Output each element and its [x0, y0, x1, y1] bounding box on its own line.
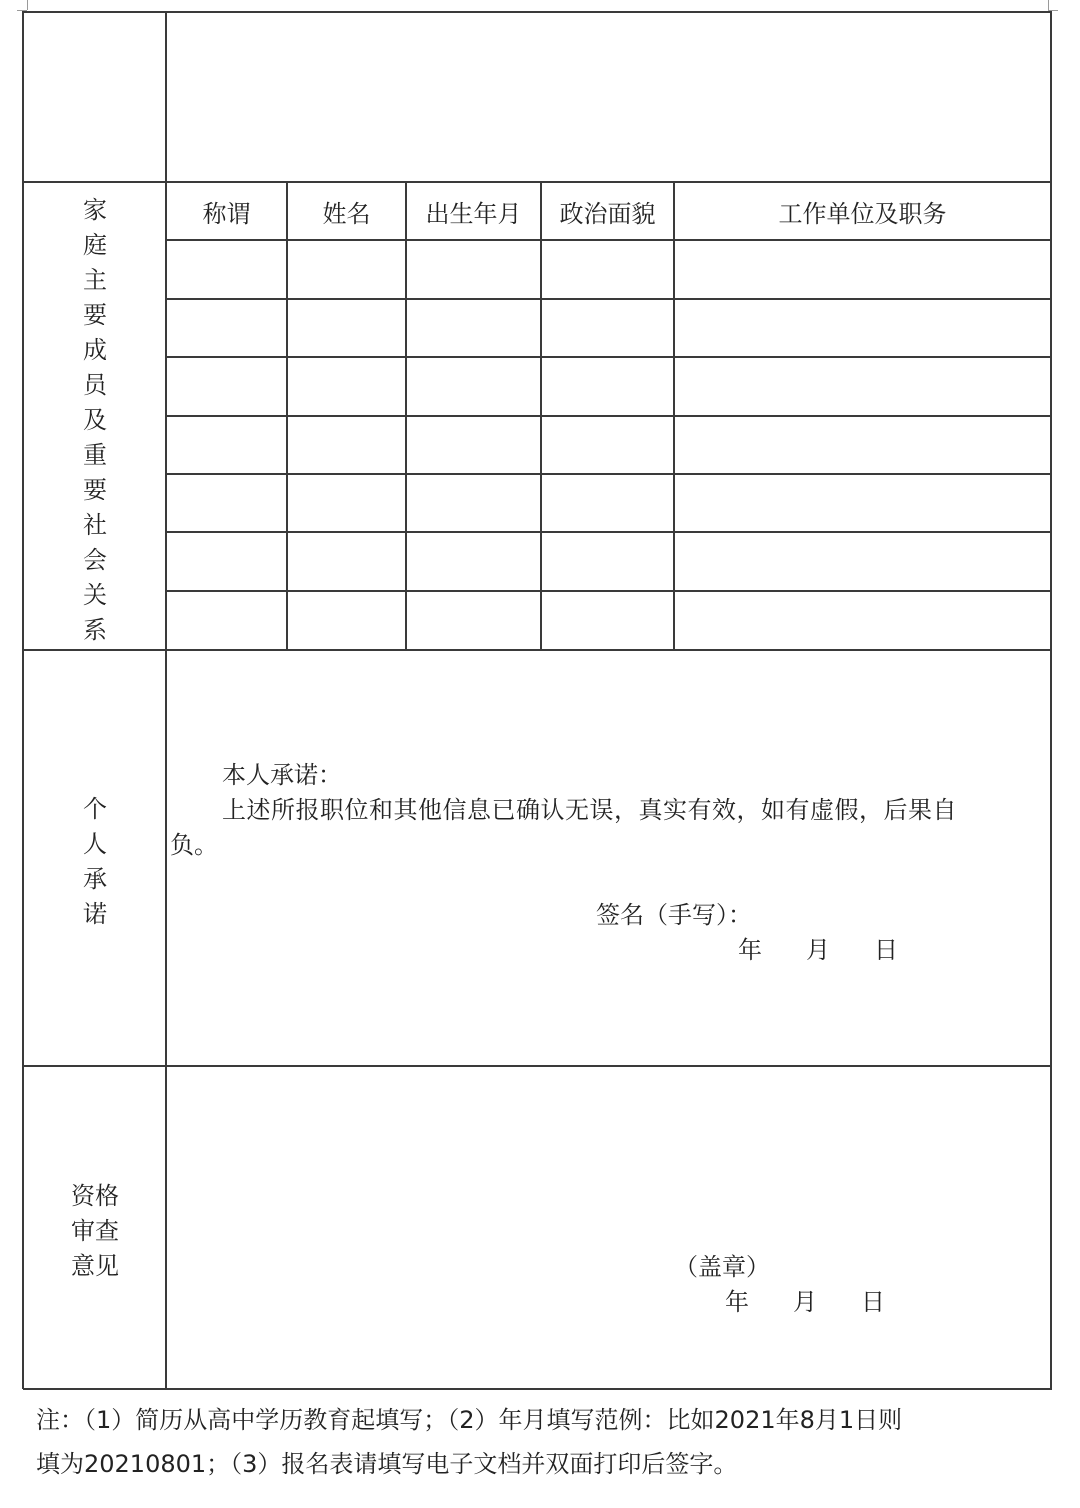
corner-mark-right: [1048, 0, 1049, 10]
note-line1: 注：（1）简历从高中学历教育起填写；（2）年月填写范例：比如2021年8月1日则: [36, 1406, 903, 1434]
date-year: 年: [738, 936, 762, 964]
label-char: 要: [83, 476, 107, 504]
grid-line: [673, 181, 675, 650]
grid-line: [166, 590, 1052, 592]
label-line: 审查: [71, 1217, 119, 1245]
label-line: 资格: [71, 1182, 119, 1210]
grid-line: [166, 356, 1052, 358]
label-char: 要: [83, 301, 107, 329]
signature-label: 签名（手写）：: [596, 901, 752, 929]
header-relation: 称谓: [202, 199, 251, 228]
corner-mark-left: [27, 0, 28, 10]
label-char: 系: [83, 616, 107, 644]
grid-line: [23, 649, 1052, 651]
grid-line: [166, 415, 1052, 417]
label-char: 会: [83, 546, 107, 574]
grid-line: [166, 473, 1052, 475]
commitment-title: 本人承诺：: [222, 761, 342, 789]
label-char: 人: [83, 830, 107, 858]
grid-line: [23, 11, 1052, 13]
label-char: 员: [83, 371, 107, 399]
label-line: 意见: [71, 1252, 119, 1280]
label-char: 家: [83, 196, 107, 224]
date-day: 日: [861, 1288, 885, 1316]
family-section-label: [24, 193, 166, 648]
note-line2: 填为20210801；（3）报名表请填写电子文档并双面打印后签字。: [36, 1450, 738, 1478]
label-char: 诺: [83, 900, 107, 928]
grid-line: [540, 181, 542, 650]
label-char: 承: [83, 865, 107, 893]
header-political-status: 政治面貌: [559, 199, 656, 228]
label-char: 关: [83, 581, 107, 609]
seal-label: （盖章）: [674, 1253, 770, 1281]
label-char: 重: [83, 441, 107, 469]
commitment-text-line1: 上述所报职位和其他信息已确认无误，真实有效，如有虚假，后果自: [222, 796, 957, 824]
commitment-section-label: [24, 792, 166, 932]
header-name: 姓名: [322, 199, 371, 228]
label-char: 主: [83, 266, 107, 294]
label-char: 成: [83, 336, 107, 364]
grid-line: [23, 1388, 1052, 1390]
grid-line: [405, 181, 407, 650]
header-work-unit-position: 工作单位及职务: [778, 199, 947, 228]
grid-line: [286, 181, 288, 650]
header-birth-date: 出生年月: [425, 199, 522, 228]
date-month: 月: [793, 1288, 817, 1316]
grid-line: [166, 531, 1052, 533]
grid-line: [166, 298, 1052, 300]
commitment-text-line2: 负。: [170, 831, 218, 859]
label-char: 社: [83, 511, 107, 539]
label-char: 个: [83, 795, 107, 823]
label-char: 及: [83, 406, 107, 434]
date-year: 年: [725, 1288, 749, 1316]
date-day: 日: [874, 936, 898, 964]
label-char: 庭: [83, 231, 107, 259]
date-month: 月: [806, 936, 830, 964]
review-section-label: [24, 1179, 166, 1284]
grid-line: [23, 1065, 1052, 1067]
